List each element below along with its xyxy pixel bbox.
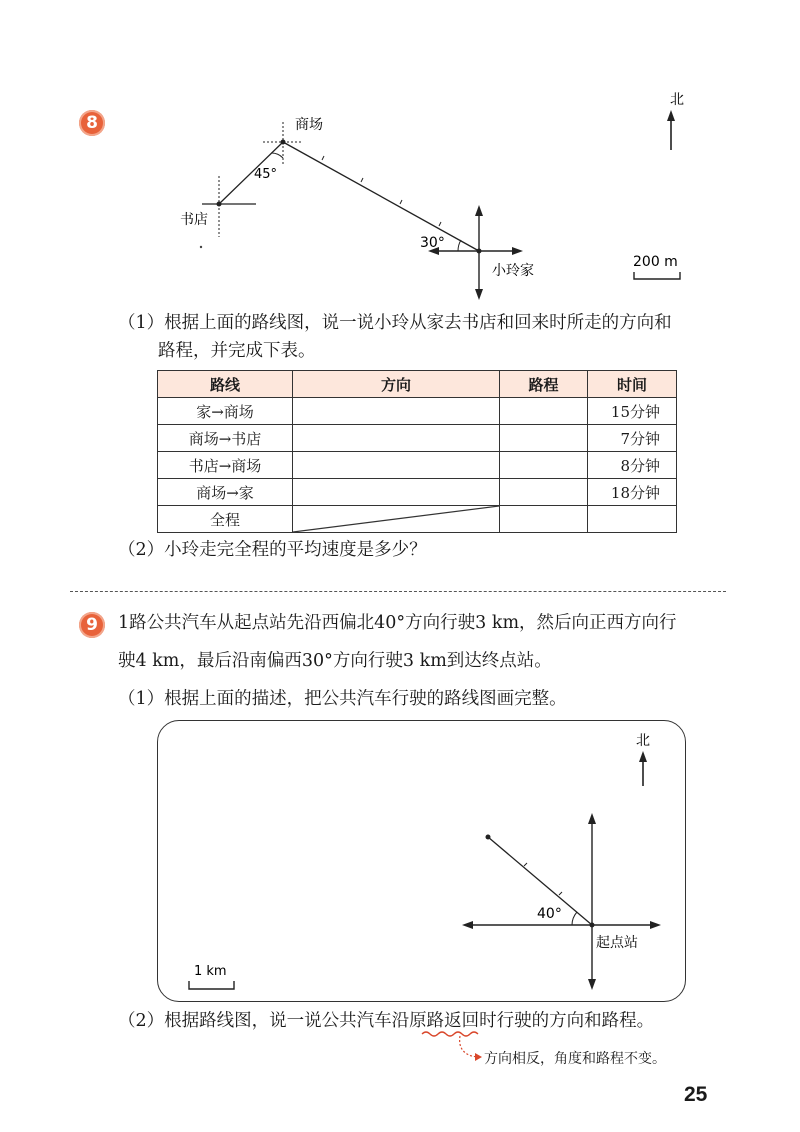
q9-route-map (0, 700, 800, 1010)
header-time: 时间 (588, 371, 677, 398)
q8-part1-line2: 路程，并完成下表。 (158, 341, 316, 361)
route-cell: 商场→书店 (158, 425, 293, 452)
distance-cell[interactable] (500, 452, 588, 479)
distance-cell[interactable] (500, 398, 588, 425)
page-number: 25 (684, 1083, 708, 1106)
route-cell: 全程 (158, 506, 293, 533)
q8-part2: （2）小玲走完全程的平均速度是多少？ (118, 540, 427, 560)
north-label: 北 (636, 733, 650, 749)
direction-cell[interactable] (293, 425, 500, 452)
time-cell (588, 506, 677, 533)
bookstore-label: 书店 (180, 212, 208, 228)
direction-cell-crossed (293, 506, 500, 533)
hint-text: 方向相反，角度和路程不变。 (484, 1051, 666, 1067)
angle-30-label: 30° (420, 235, 445, 251)
north-label: 北 (670, 92, 684, 108)
time-cell: 7分钟 (588, 425, 677, 452)
q8-part1-line1: （1）根据上面的路线图，说一说小玲从家去书店和回来时所走的方向和 (118, 313, 672, 333)
mall-label: 商场 (295, 117, 323, 133)
route-cell: 家→商场 (158, 398, 293, 425)
route-cell: 书店→商场 (158, 452, 293, 479)
question-8-badge: 8 (79, 110, 105, 136)
q8-route-map (0, 0, 800, 310)
question-9-badge: 9 (79, 612, 105, 638)
scale-label: 1 km (194, 964, 227, 979)
table-row (158, 452, 677, 479)
home-point (477, 249, 482, 254)
angle-45-label: 45° (254, 167, 278, 182)
table-row (158, 398, 677, 425)
q9-line1: 1路公共汽车从起点站先沿西偏北40°方向行驶3 km，然后向正西方向行 (118, 613, 677, 633)
q9-part1: （1）根据上面的描述，把公共汽车行驶的路线图画完整。 (118, 689, 567, 709)
diagonal-slash (293, 506, 499, 532)
distance-cell[interactable] (500, 479, 588, 506)
direction-cell[interactable] (293, 452, 500, 479)
direction-cell[interactable] (293, 479, 500, 506)
table-row (158, 425, 677, 452)
table-row-total (158, 506, 677, 533)
table-row (158, 479, 677, 506)
direction-cell[interactable] (293, 398, 500, 425)
time-cell: 18分钟 (588, 479, 677, 506)
header-route: 路线 (158, 371, 293, 398)
header-distance: 路程 (500, 371, 588, 398)
start-label: 起点站 (596, 935, 638, 951)
route-cell: 商场→家 (158, 479, 293, 506)
home-label: 小玲家 (492, 263, 534, 279)
time-cell: 15分钟 (588, 398, 677, 425)
q9-line2: 驶4 km，最后沿南偏西30°方向行驶3 km到达终点站。 (118, 651, 552, 671)
scale-label: 200 m (633, 254, 678, 270)
section-divider (70, 591, 726, 592)
route-table (157, 370, 677, 533)
route-mall-home (283, 142, 479, 251)
scale-bar (634, 272, 680, 279)
time-cell: 8分钟 (588, 452, 677, 479)
distance-cell[interactable] (500, 425, 588, 452)
q9-part2: （2）根据路线图，说一说公共汽车沿原路返回时行驶的方向和路程。 (118, 1011, 655, 1031)
table-header-row (158, 371, 677, 398)
header-direction: 方向 (293, 371, 500, 398)
distance-cell[interactable] (500, 506, 588, 533)
scale-bar (189, 981, 234, 989)
angle-40-label: 40° (537, 906, 562, 922)
